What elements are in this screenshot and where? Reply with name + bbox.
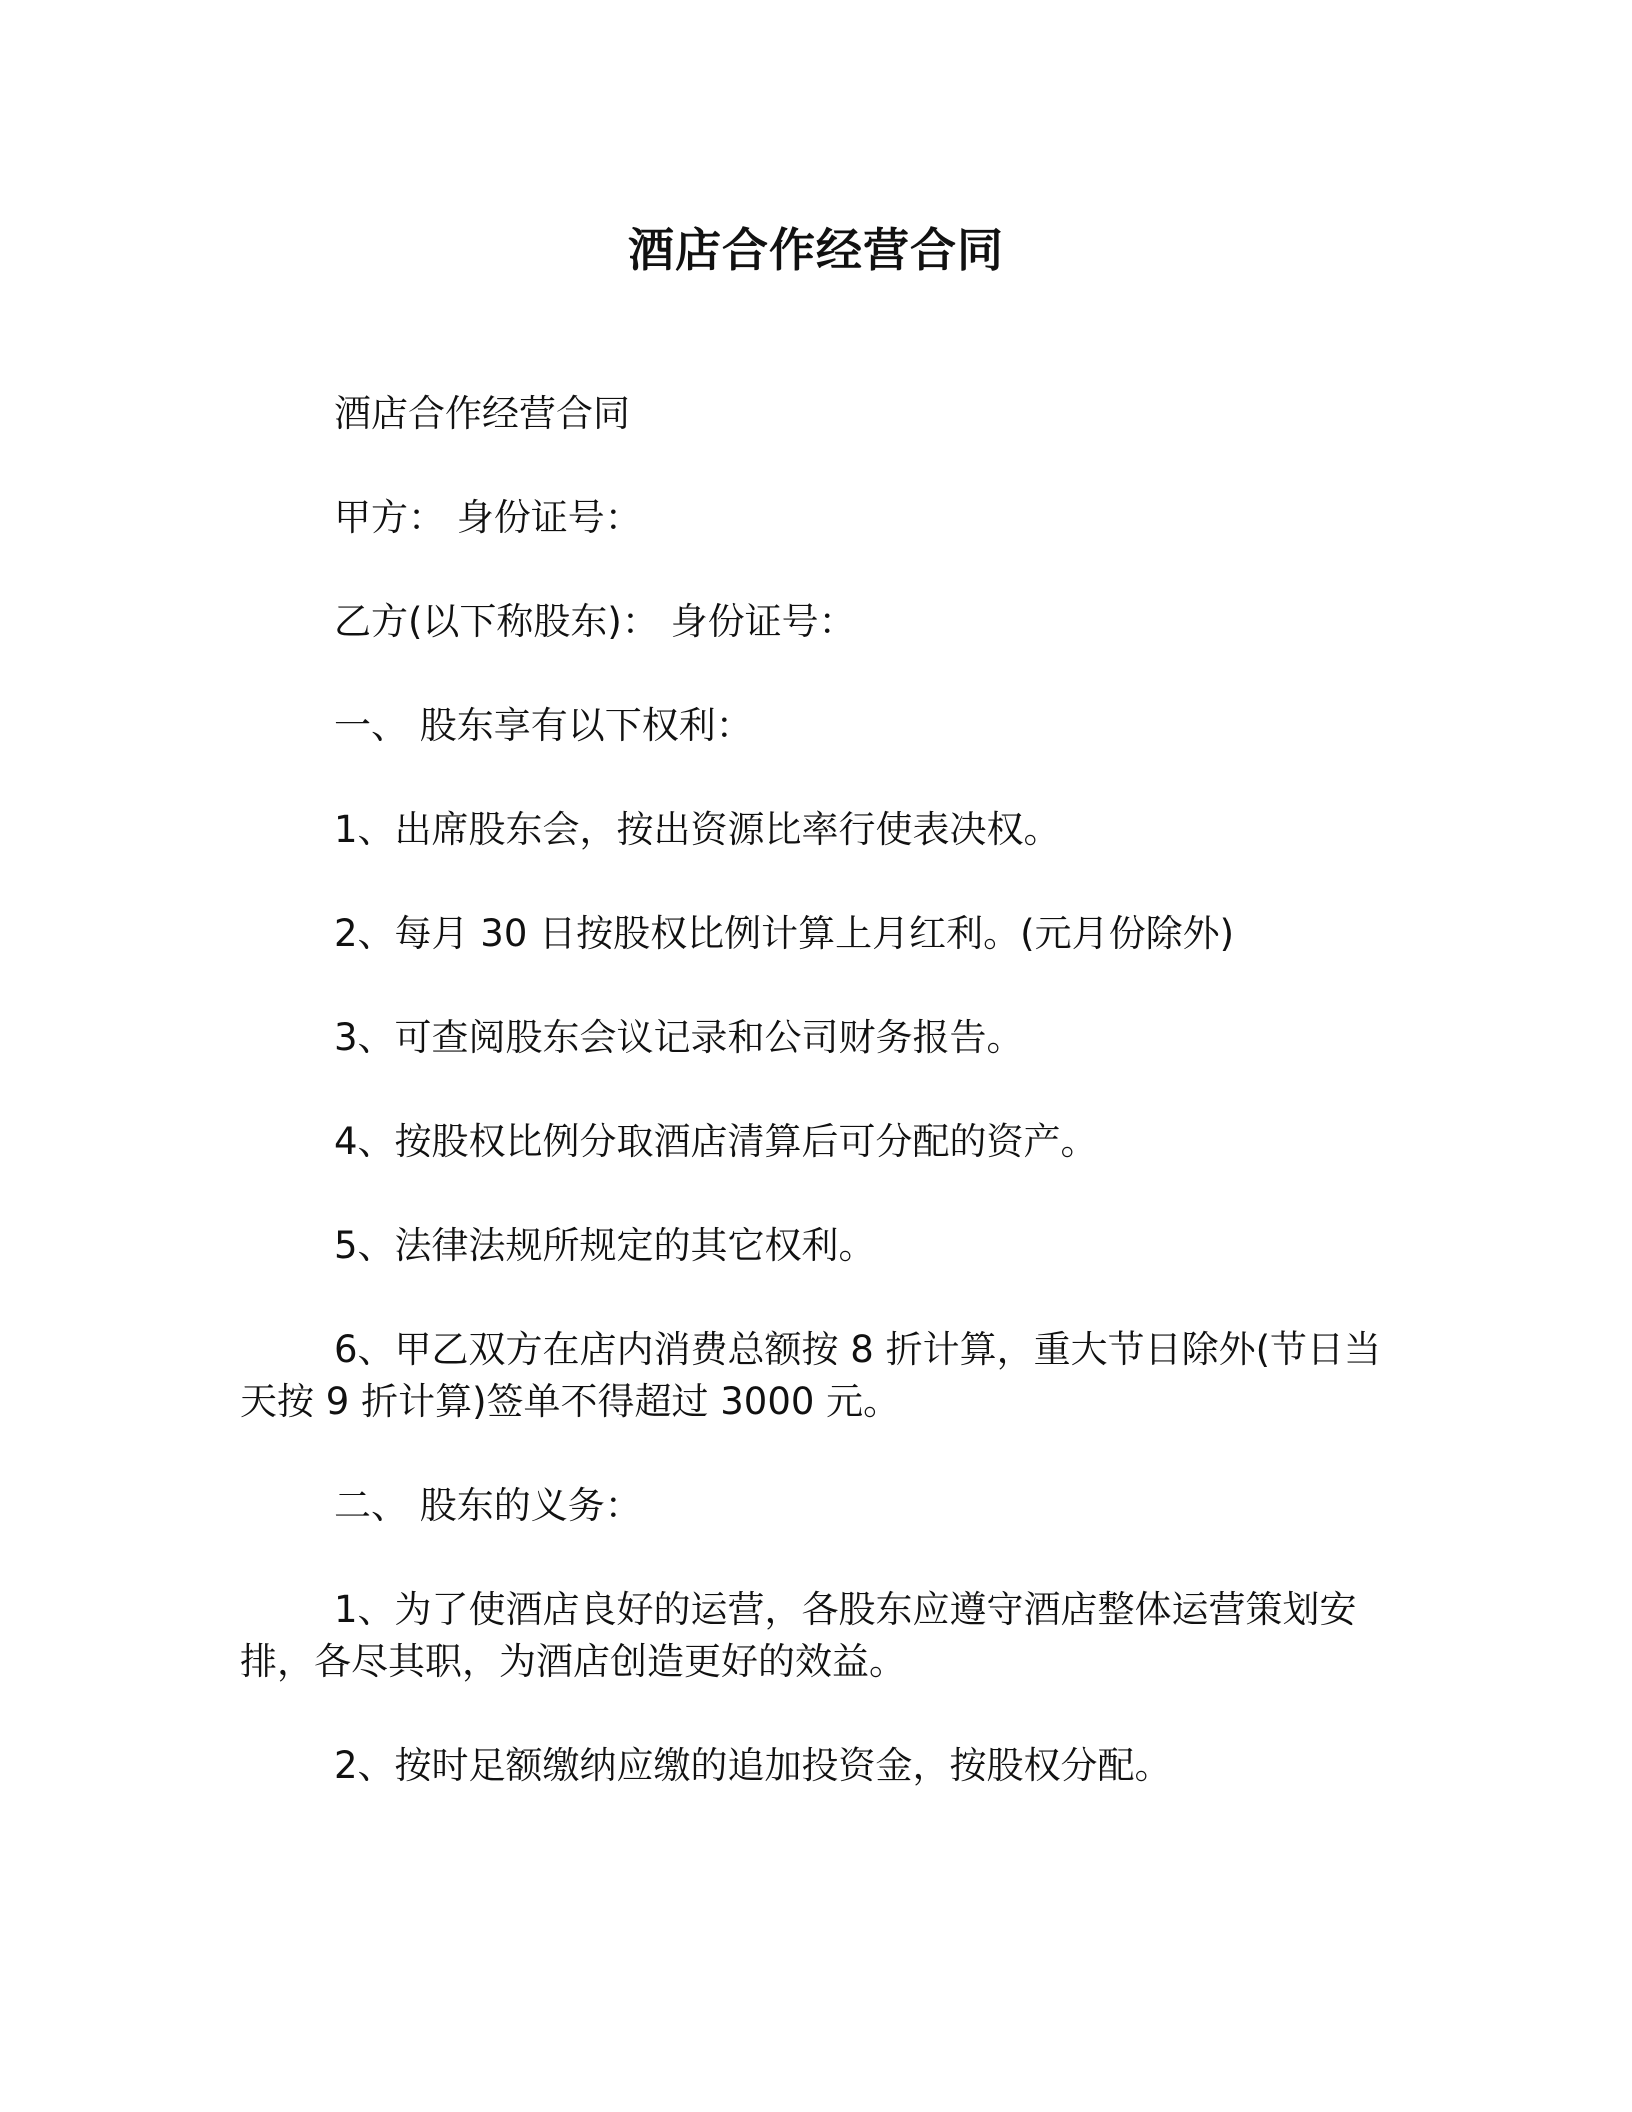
section-heading-rights: 一、 股东享有以下权利： xyxy=(334,704,753,747)
obligations-item-2: 2、按时足额缴纳应缴的追加投资金，按股权分配。 xyxy=(334,1744,1172,1787)
obligations-item-1: 1、为了使酒店良好的运营，各股东应遵守酒店整体运营策划安排，各尽其职，为酒店创造更好的效益。 xyxy=(240,1588,1357,1683)
section-heading-obligations: 二、 股东的义务： xyxy=(334,1484,642,1527)
document-body xyxy=(240,388,1390,1844)
paragraph-party-a: 甲方： 身份证号： xyxy=(334,496,642,539)
paragraph-subtitle: 酒店合作经营合同 xyxy=(334,392,630,435)
rights-item-6: 6、甲乙双方在店内消费总额按 8 折计算，重大节日除外(节日当天按 9 折计算)签单不得超过 3000 元。 xyxy=(240,1328,1382,1423)
rights-item-5: 5、法律法规所规定的其它权利。 xyxy=(334,1224,876,1267)
paragraph-party-b: 乙方(以下称股东)： 身份证号： xyxy=(334,600,856,643)
document-title: 酒店合作经营合同 xyxy=(628,223,1004,277)
rights-item-4: 4、按股权比例分取酒店清算后可分配的资产。 xyxy=(334,1120,1098,1163)
rights-item-1: 1、出席股东会，按出资源比率行使表决权。 xyxy=(334,808,1061,851)
rights-item-2: 2、每月 30 日按股权比例计算上月红利。(元月份除外) xyxy=(334,912,1235,955)
rights-item-3: 3、可查阅股东会议记录和公司财务报告。 xyxy=(334,1016,1024,1059)
